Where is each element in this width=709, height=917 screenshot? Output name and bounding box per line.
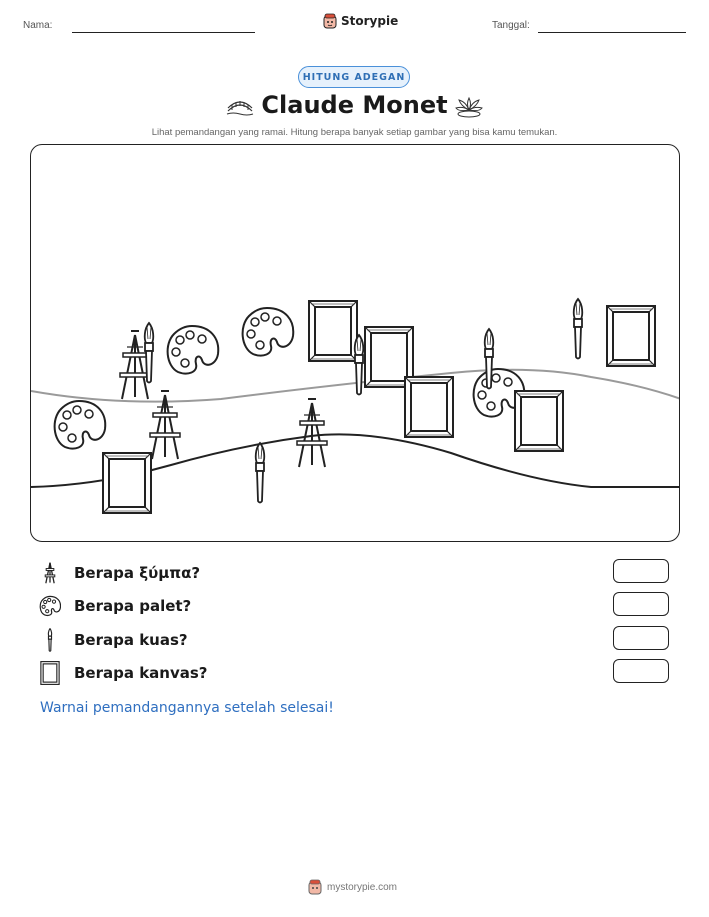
canvas-item bbox=[607, 306, 655, 366]
activity-badge: HITUNG ADEGAN bbox=[298, 66, 410, 88]
water-lily-icon bbox=[455, 94, 483, 118]
question-text: Berapa kuas? bbox=[74, 631, 188, 649]
coloring-instruction: Warnai pemandangannya setelah selesai! bbox=[40, 700, 334, 716]
counting-scene bbox=[30, 144, 680, 542]
name-line[interactable] bbox=[72, 32, 255, 33]
palette-item bbox=[168, 326, 219, 374]
canvas-icon bbox=[38, 661, 62, 685]
name-label: Nama: bbox=[23, 20, 53, 31]
canvas-item bbox=[103, 453, 151, 513]
page-title: Claude Monet bbox=[261, 91, 448, 119]
palette-item bbox=[55, 401, 106, 449]
brand-name: Storypie bbox=[341, 14, 399, 28]
canvas-item bbox=[515, 391, 563, 451]
answer-box-brush[interactable] bbox=[613, 626, 669, 650]
canvas-item bbox=[405, 377, 453, 437]
answer-box-canvas[interactable] bbox=[613, 659, 669, 683]
question-text: Berapa ξύμπα? bbox=[74, 564, 201, 582]
date-label: Tanggal: bbox=[492, 20, 530, 31]
question-brush bbox=[38, 628, 188, 652]
brand-logo bbox=[323, 13, 398, 29]
footer-site bbox=[308, 879, 397, 895]
instructions-text: Lihat pemandangan yang ramai. Hitung berapa banyak setiap gambar yang bisa kamu temukan. bbox=[151, 127, 558, 138]
palette-item bbox=[243, 308, 294, 356]
question-easel bbox=[38, 561, 200, 585]
answer-box-easel[interactable] bbox=[613, 559, 669, 583]
brush-item bbox=[485, 329, 493, 389]
easel-item bbox=[297, 399, 327, 467]
question-text: Berapa kanvas? bbox=[74, 664, 208, 682]
question-palette bbox=[38, 594, 191, 618]
brush-item bbox=[256, 443, 264, 503]
footer-url: mystorypie.com bbox=[327, 881, 398, 893]
question-text: Berapa palet? bbox=[74, 597, 192, 615]
date-line[interactable] bbox=[538, 32, 686, 33]
storypie-mascot-icon bbox=[308, 879, 322, 895]
brush-item bbox=[355, 335, 363, 395]
storypie-mascot-icon bbox=[323, 13, 337, 29]
palette-icon bbox=[38, 594, 62, 618]
answer-box-palette[interactable] bbox=[613, 592, 669, 616]
brush-item bbox=[145, 323, 153, 383]
easel-icon bbox=[38, 561, 62, 585]
question-canvas bbox=[38, 661, 208, 685]
brush-item bbox=[574, 299, 582, 359]
brush-icon bbox=[38, 628, 62, 652]
scene-artwork bbox=[31, 145, 680, 542]
canvas-item bbox=[309, 301, 357, 361]
